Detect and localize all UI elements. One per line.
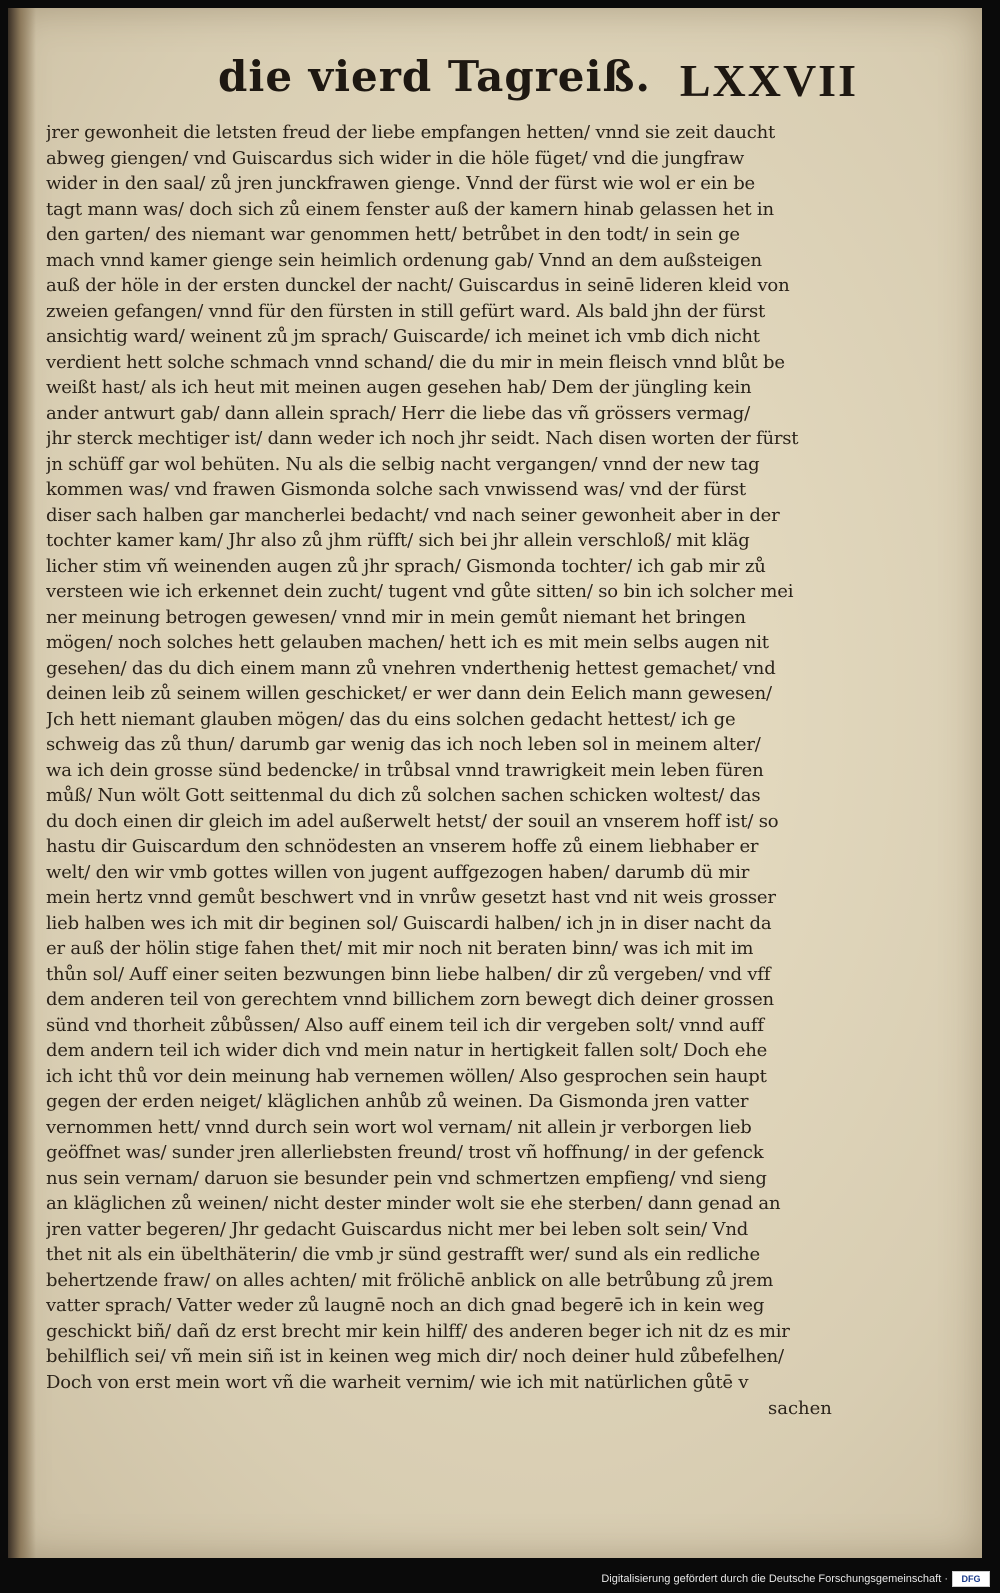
text-line: auß der höle in der ersten dunckel der nacht/ Guiscardus in seinē lideren kleid von (46, 275, 790, 296)
text-line: thůn sol/ Auff einer seiten bezwungen binn liebe halben/ dir zů vergeben/ vnd vff (46, 963, 771, 985)
text-line: mach vnnd kamer gienge sein heimlich ordenung gab/ Vnnd an dem außsteigen (46, 249, 762, 271)
text-line: an kläglichen zů weinen/ nicht dester minder wolt sie ehe sterben/ dann genad an (46, 1193, 781, 1214)
text-line: du doch einen dir gleich im adel außerwelt hetst/ der souil an vnserem hoff ist/ so (46, 810, 779, 832)
text-line: gesehen/ das du dich einem mann zů vnehren vnderthenig hettest gemachet/ vnd (46, 657, 776, 679)
text-line: mein hertz vnnd gemůt beschwert vnd in vnrůw gesetzt hast vnd nit weis grosser (46, 887, 776, 908)
running-head (218, 52, 858, 116)
text-line: kommen was/ vnd frawen Gismonda solche sach vnwissend was/ vnd der fürst (46, 479, 746, 500)
text-line: tagt mann was/ doch sich zů einem fenster auß der kamern hinab gelassen het in (46, 198, 774, 220)
text-line: Jch hett niemant glauben mögen/ das du eins solchen gedacht hettest/ ich ge (46, 708, 736, 730)
text-line: vernommen hett/ vnnd durch sein wort wol vernam/ nit allein jr verborgen lieb (46, 1116, 752, 1138)
text-line: den garten/ des niemant war genommen hett/ betrůbet in den todt/ in sein ge (46, 224, 740, 245)
text-line: jn schüff gar wol behüten. Nu als die selbig nacht vergangen/ vnnd der new tag (46, 453, 760, 475)
text-line: diser sach halben gar mancherlei bedacht/ vnd nach seiner gewonheit aber in der (46, 504, 780, 526)
text-line: licher stim vñ weinenden augen zů jhr sprach/ Gismonda tochter/ ich gab mir zů (46, 555, 766, 577)
text-line: ner meinung betrogen gewesen/ vnnd mir in mein gemůt niemant het bringen (46, 606, 746, 628)
running-title: die vierd Tagreiß. (218, 52, 652, 101)
text-line: geöffnet was/ sunder jren allerliebsten freund/ trost vñ hoffnung/ in der gefenck (46, 1142, 764, 1163)
dfg-logo: DFG (952, 1571, 990, 1587)
body-text (46, 120, 846, 1395)
text-line: thet nit als ein übelthäterin/ die vmb jr sünd gestrafft wer/ sund als ein redliche (46, 1244, 760, 1265)
text-line: gegen der erden neiget/ kläglichen anhůb zů weinen. Da Gismonda jren vatter (46, 1091, 749, 1112)
page-gutter (8, 8, 36, 1558)
text-line: wider in den saal/ zů jren junckfrawen gienge. Vnnd der fürst wie wol er ein be (46, 173, 756, 194)
text-line: Doch von erst mein wort vñ die warheit vernim/ wie ich mit natürlichen gůtē v (46, 1371, 749, 1393)
folio-number: LXXVII (679, 55, 858, 106)
text-line: mögen/ noch solches hett gelauben machen/ hett ich es mit mein selbs augen nit (46, 632, 769, 653)
text-line: nus sein vernam/ daruon sie besunder pein vnd schmertzen empfieng/ vnd sieng (46, 1167, 767, 1189)
text-line: vatter sprach/ Vatter weder zů laugnē noch an dich gnad begerē ich in kein weg (46, 1295, 765, 1316)
text-line: můß/ Nun wölt Gott seittenmal du dich zů solchen sachen schicken woltest/ das (46, 785, 761, 806)
catchword: sachen (768, 1398, 832, 1419)
text-line: welt/ den wir vmb gottes willen von jugent auffgezogen haben/ darumb dü mir (46, 861, 750, 883)
text-line: versteen wie ich erkennet dein zucht/ tugent vnd gůte sitten/ so bin ich solcher mei (46, 581, 794, 602)
text-line: zweien gefangen/ vnnd für den fürsten in still gefürt ward. Als bald jhn der fürst (46, 300, 766, 322)
text-line: behilflich sei/ vñ mein siñ ist in keinen weg mich dir/ noch deiner huld zůbefelhen/ (46, 1346, 784, 1367)
text-line: ansichtig ward/ weinent zů jm sprach/ Guiscarde/ ich meinet ich vmb dich nicht (46, 326, 760, 347)
text-line: tochter kamer kam/ Jhr also zů jhm rüfft/ sich bei jhr allein verschloß/ mit kläg (46, 530, 750, 551)
text-line: lieb halben wes ich mit dir beginen sol/ Guiscardi halben/ ich jn in diser nacht da (46, 912, 772, 934)
text-line: verdient hett solche schmach vnnd schand/ die du mir in mein fleisch vnnd blůt be (46, 351, 785, 373)
funding-credit: Digitalisierung gefördert durch die Deutsche Forschungsgemeinschaft · (601, 1573, 948, 1585)
text-line: jrer gewonheit die letsten freud der liebe empfangen hetten/ vnnd sie zeit daucht (46, 122, 776, 143)
text-line: schweig das zů thun/ darumb gar wenig das ich noch leben sol in meinem alter/ (46, 734, 761, 755)
text-line: jhr sterck mechtiger ist/ dann weder ich noch jhr seidt. Nach disen worten der fürst (46, 428, 799, 449)
text-line: deinen leib zů seinem willen geschicket/ er wer dann dein Eelich mann gewesen/ (46, 683, 772, 704)
text-line: geschickt biñ/ dañ dz erst brecht mir kein hilff/ des anderen beger ich nit dz es mir (46, 1320, 790, 1342)
text-line: behertzende fraw/ on alles achten/ mit frölichē anblick on alle betrůbung zů jrem (46, 1269, 774, 1291)
footer-bar (0, 1558, 1000, 1593)
book-page (8, 8, 982, 1558)
text-line: hastu dir Guiscardum den schnödesten an vnserem hoffe zů einem liebhaber er (46, 836, 759, 857)
text-line: dem anderen teil von gerechtem vnnd billichem zorn bewegt dich deiner grossen (46, 989, 774, 1010)
text-line: weißt hast/ als ich heut mit meinen augen gesehen hab/ Dem der jüngling kein (46, 377, 752, 398)
text-line: wa ich dein grosse sünd bedencke/ in trůbsal vnnd trawrigkeit mein leben füren (46, 759, 764, 781)
text-line: dem andern teil ich wider dich vnd mein natur in hertigkeit fallen solt/ Doch ehe (46, 1040, 768, 1061)
text-line: sünd vnd thorheit zůbůssen/ Also auff einem teil ich dir vergeben solt/ vnnd auff (46, 1014, 764, 1036)
text-line: er auß der hölin stige fahen thet/ mit mir noch nit beraten binn/ was ich mit im (46, 938, 754, 959)
text-line: ich icht thů vor dein meinung hab vernemen wöllen/ Also gesprochen sein haupt (46, 1065, 767, 1087)
text-line: jren vatter begeren/ Jhr gedacht Guiscardus nicht mer bei leben solt sein/ Vnd (46, 1218, 749, 1240)
text-line: ander antwurt gab/ dann allein sprach/ Herr die liebe das vñ grössers vermag/ (46, 402, 750, 424)
text-line: abweg giengen/ vnd Guiscardus sich wider in die höle füget/ vnd die jungfraw (46, 147, 745, 169)
